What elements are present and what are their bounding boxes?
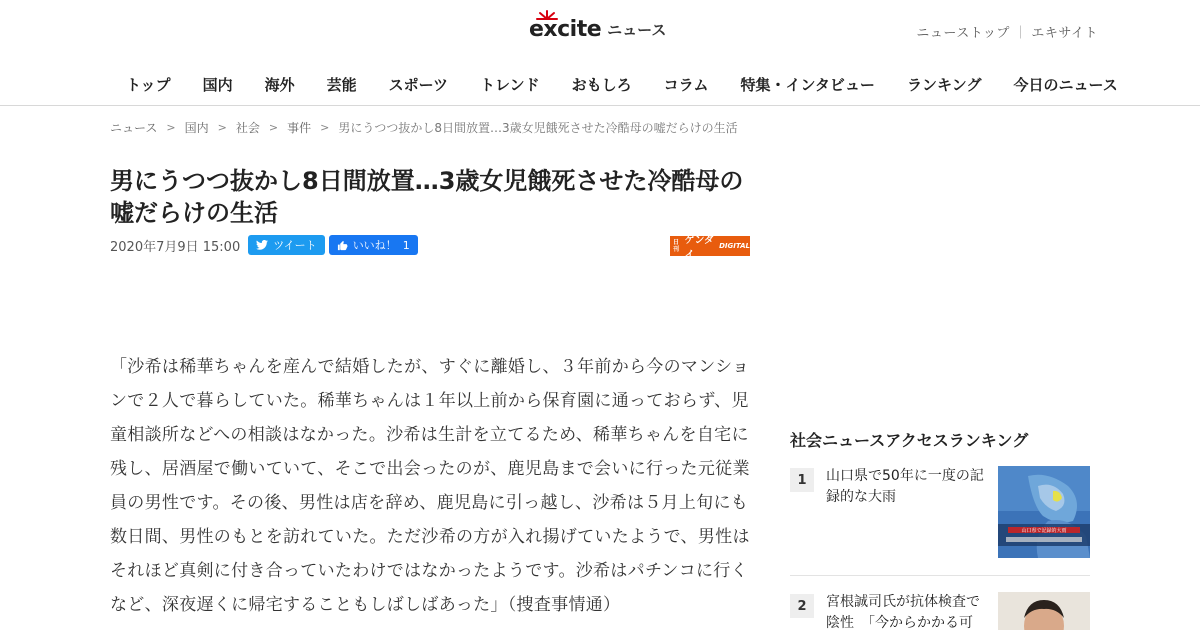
facebook-like-button[interactable]: [329, 235, 418, 255]
excite-news-logo[interactable]: [529, 14, 666, 44]
breadcrumb-current: 男にうつつ抜かし8日間放置…3歳女児餓死させた冷酷母の嘘だらけの生活: [338, 121, 738, 135]
nav-item-today[interactable]: 今日のニュース: [1013, 76, 1118, 94]
source-logo-digital: DIGITAL: [719, 242, 750, 250]
thumbnail-caption: 山口県で記録的大雨: [1021, 528, 1067, 534]
nav-item-ranking[interactable]: ランキング: [906, 76, 982, 94]
article-meta: [110, 235, 418, 255]
person-photo: [998, 592, 1090, 630]
article-body: 「沙希は稀華ちゃんを産んで結婚したが、すぐに離婚し、３年前から今のマンションで２人で暮らしていた。稀華ちゃんは１年以上前から保育園に通っておらず、児童相談所などへの相談はなかった。沙希は生計を立てるため、稀華ちゃんを自宅に残し、居酒屋で働いていて、そこで出会ったのが、鹿児島まで会いに行った元従業員の男性です。その後、男性は店を辞め、鹿児島に引っ越し、沙希は５月上旬にも数日間、男性のもとを訪れていた。ただ沙希の方が入れ揚げていたようで、男性はそれほど真剣に付き合っていたわけではなかったようです。沙希はパチンコに行くなど、深夜遅くに帰宅することもしばしばあった」（捜査事情通）: [110, 357, 750, 615]
breadcrumb-incident[interactable]: 事件: [287, 121, 312, 135]
excite-logo: [529, 16, 601, 44]
top-links: [916, 22, 1098, 41]
tweet-button[interactable]: [248, 235, 324, 255]
nav-item-sports[interactable]: スポーツ: [388, 76, 449, 94]
ranking-item-title[interactable]: 山口県で50年に一度の記録的な大雨: [826, 468, 984, 505]
source-logo-nikkan-gendai[interactable]: [670, 235, 750, 261]
ranking-item[interactable]: [790, 592, 1090, 630]
sidebar-ranking-title: 社会ニュースアクセスランキング: [790, 431, 1029, 450]
nav-item-top[interactable]: トップ: [126, 76, 171, 94]
twitter-bird-icon: [256, 240, 268, 250]
nav-item-domestic[interactable]: 国内: [202, 76, 233, 94]
ranking-item-title[interactable]: 宮根誠司氏が抗体検査で陰性 「今からかかる可: [826, 594, 980, 630]
breadcrumb-separator: >: [166, 121, 176, 134]
nav-item-features[interactable]: 特集・インタビュー: [740, 76, 875, 94]
logo-text: excite: [529, 17, 602, 42]
breadcrumb: [110, 119, 738, 136]
nav-item-trend[interactable]: トレンド: [480, 76, 540, 94]
rank-number: 2: [790, 594, 814, 618]
rank-number: 1: [790, 468, 814, 492]
breadcrumb-news[interactable]: ニュース: [110, 121, 158, 135]
logo-burst-icon: [535, 10, 559, 26]
ranking-item[interactable]: [790, 466, 1090, 576]
article-title: 男にうつつ抜かし8日間放置…3歳女児餓死させた冷酷母の嘘だらけの生活: [110, 167, 744, 227]
breadcrumb-domestic[interactable]: 国内: [184, 121, 209, 135]
breadcrumb-separator: >: [320, 121, 330, 134]
site-header: [0, 0, 1200, 106]
article-date: 2020年7月9日 15:00: [110, 239, 241, 255]
source-logo-small: 日刊: [673, 239, 680, 253]
link-excite[interactable]: エキサイト: [1031, 26, 1098, 41]
breadcrumb-separator: >: [268, 121, 279, 134]
logo-news-label: ニュース: [607, 21, 667, 39]
top-links-separator: ｜: [1013, 26, 1028, 41]
nav-item-entertainment[interactable]: 芸能: [326, 76, 357, 94]
breadcrumb-separator: >: [217, 121, 227, 134]
tweet-label: ツイート: [273, 239, 317, 252]
rain-radar-image: [998, 466, 1090, 558]
nav-item-column[interactable]: コラム: [663, 76, 709, 94]
like-count: 1: [402, 238, 410, 252]
main-nav: [110, 70, 1134, 100]
thumbs-up-icon: [337, 240, 348, 251]
nav-item-international[interactable]: 海外: [264, 76, 295, 94]
like-label: いいね！: [352, 239, 397, 252]
breadcrumb-society[interactable]: 社会: [235, 121, 260, 135]
ranking-thumbnail-person[interactable]: [998, 592, 1090, 630]
link-news-top[interactable]: ニューストップ: [916, 26, 1010, 41]
ranking-thumbnail-rain-map[interactable]: [998, 466, 1090, 558]
source-logo-text: ゲンダイ: [684, 235, 715, 261]
nav-item-funny[interactable]: おもしろ: [571, 76, 632, 94]
